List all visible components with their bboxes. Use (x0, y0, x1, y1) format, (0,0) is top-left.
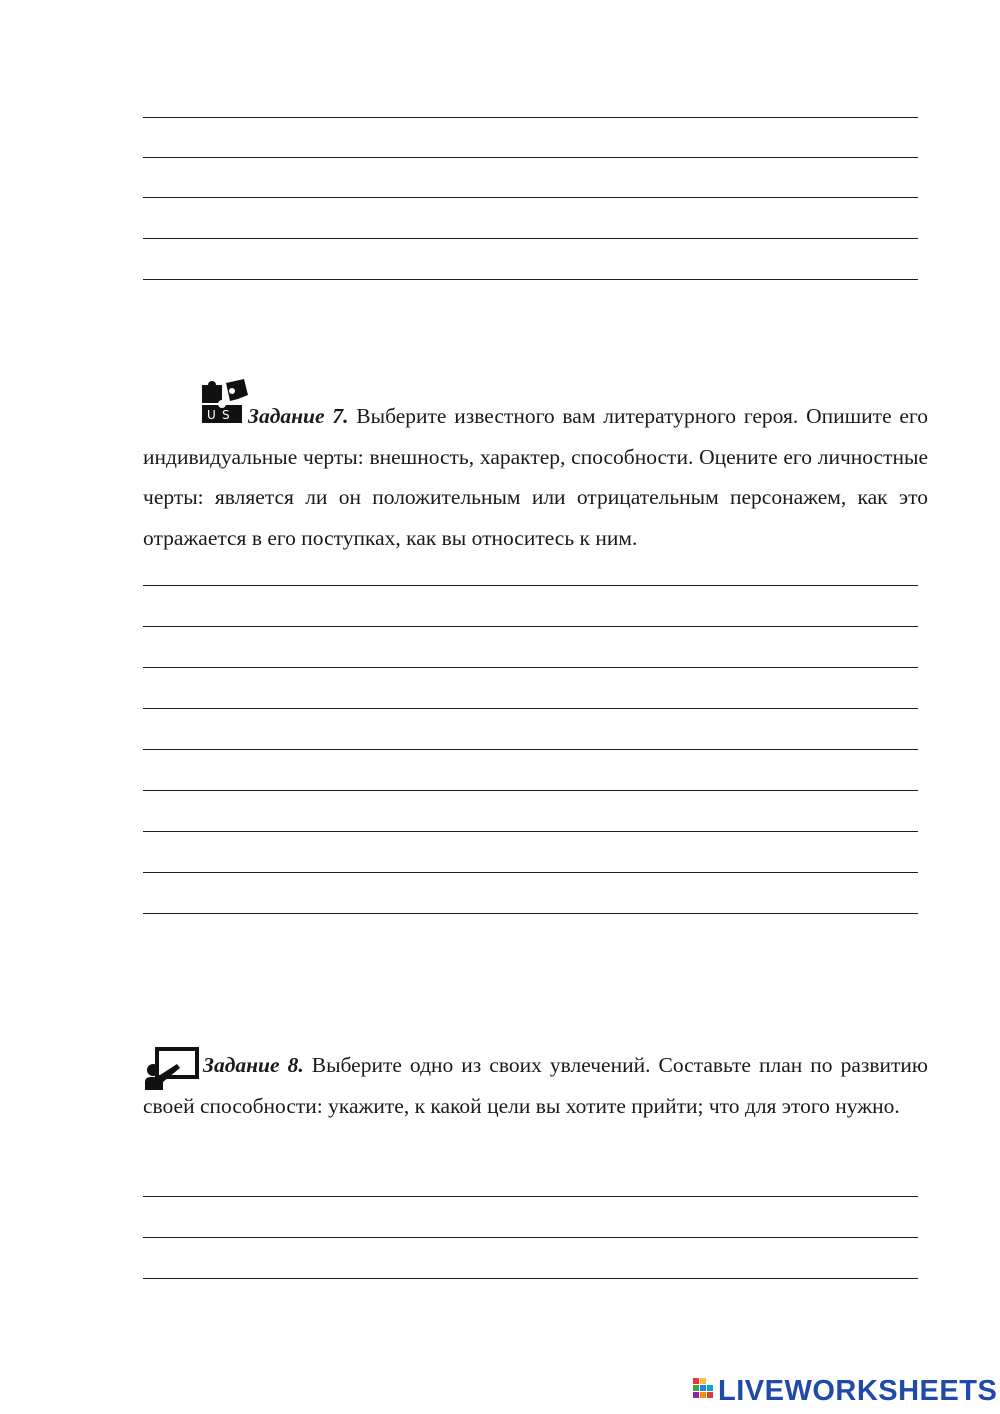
answer-line-task7-8[interactable] (143, 872, 918, 873)
answer-line-top-4[interactable] (143, 238, 918, 239)
task8-label: Задание 8. (203, 1053, 304, 1077)
answer-line-top-1[interactable] (143, 117, 918, 118)
liveworksheets-logo (693, 1374, 997, 1408)
task7-label: Задание 7. (248, 404, 349, 428)
task7-text (143, 396, 928, 558)
answer-line-task7-4[interactable] (143, 708, 918, 709)
svg-text:S: S (222, 408, 230, 422)
task8-text (143, 1045, 928, 1126)
answer-line-task7-1[interactable] (143, 585, 918, 586)
answer-line-top-5[interactable] (143, 279, 918, 280)
liveworksheets-wordmark: LIVEWORKSHEETS (718, 1374, 998, 1407)
task7-body: Выберите известного вам литературного героя. Опишите его индивидуальные черты: внешность, характер, способности. Оцените его личностные черты: является ли он положительным или отрицательным персонажем, как это отражается в его поступках, как вы относитесь к ним. (143, 404, 928, 550)
task8-body: Выберите одно из своих увлечений. Составьте план по развитию своей способности: укажите, к какой цели вы хотите прийти; что для этого нужно. (143, 1053, 928, 1118)
answer-line-task8-3[interactable] (143, 1278, 918, 1279)
answer-line-top-2[interactable] (143, 157, 918, 158)
liveworksheets-logo-icon (693, 1378, 715, 1404)
answer-line-task7-6[interactable] (143, 790, 918, 791)
answer-line-task7-9[interactable] (143, 913, 918, 914)
answer-line-task7-2[interactable] (143, 626, 918, 627)
answer-line-top-3[interactable] (143, 197, 918, 198)
answer-line-task8-1[interactable] (143, 1196, 918, 1197)
answer-line-task7-5[interactable] (143, 749, 918, 750)
answer-line-task7-3[interactable] (143, 667, 918, 668)
answer-line-task8-2[interactable] (143, 1237, 918, 1238)
answer-line-task7-7[interactable] (143, 831, 918, 832)
svg-text:U: U (207, 408, 216, 422)
